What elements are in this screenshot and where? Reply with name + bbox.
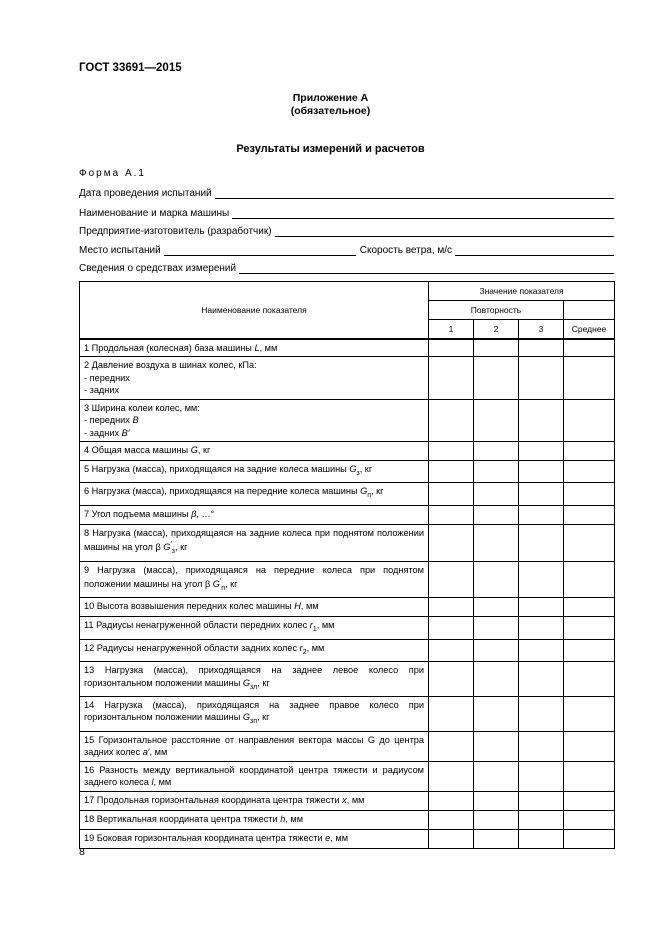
table-row bbox=[80, 829, 615, 848]
value-cell[interactable] bbox=[429, 598, 474, 617]
indicator-line: 2 Давление воздуха в шинах колес, кПа: bbox=[84, 360, 257, 370]
value-cell[interactable] bbox=[564, 829, 615, 848]
table-body bbox=[80, 339, 615, 849]
col-header-value: Значение показателя bbox=[429, 282, 615, 301]
value-cell[interactable] bbox=[564, 639, 615, 661]
standard-number: ГОСТ 33691—2015 bbox=[79, 62, 182, 74]
col-header-repeat: Повторность bbox=[429, 301, 564, 320]
table-row bbox=[80, 810, 615, 829]
field-manufacturer[interactable]: Предприятие-изготовитель (разработчик) bbox=[79, 223, 614, 237]
indicator-name: 1 Продольная (колесная) база машины L, мм bbox=[80, 339, 429, 357]
value-cell[interactable] bbox=[429, 791, 474, 810]
subscript: з bbox=[356, 469, 360, 477]
variable: x bbox=[342, 794, 347, 805]
variable: B bbox=[132, 415, 139, 425]
table-row bbox=[80, 399, 615, 442]
table-row bbox=[80, 696, 615, 731]
variable: e bbox=[325, 832, 331, 843]
indicator-name: 7 Угол подъема машины β, …° bbox=[80, 505, 429, 524]
subscript: 1 bbox=[312, 626, 317, 634]
value-cell[interactable] bbox=[519, 357, 564, 400]
variable: G bbox=[212, 579, 220, 590]
variable: L bbox=[254, 342, 260, 353]
wind-speed-label: Скорость ветра, м/с bbox=[359, 245, 453, 256]
value-cell[interactable] bbox=[474, 357, 519, 400]
value-cell[interactable] bbox=[564, 461, 615, 483]
section-title: Результаты измерений и расчетов bbox=[236, 143, 425, 155]
value-cell[interactable] bbox=[429, 461, 474, 483]
value-cell[interactable] bbox=[519, 639, 564, 661]
value-cell[interactable] bbox=[429, 639, 474, 661]
value-cell[interactable] bbox=[474, 810, 519, 829]
annex-heading bbox=[0, 92, 661, 118]
value-cell[interactable] bbox=[474, 399, 519, 442]
subscript: п bbox=[221, 584, 226, 592]
value-cell[interactable] bbox=[429, 442, 474, 461]
value-cell[interactable] bbox=[429, 810, 474, 829]
table-row bbox=[80, 791, 615, 810]
subscript: зл bbox=[250, 683, 258, 691]
subscript: 2 bbox=[302, 648, 307, 656]
variable: G bbox=[242, 677, 251, 688]
variable: G bbox=[349, 464, 357, 474]
subscript: зп bbox=[250, 718, 258, 726]
value-cell[interactable] bbox=[519, 761, 564, 791]
blank-line[interactable] bbox=[239, 262, 614, 274]
value-cell[interactable] bbox=[429, 399, 474, 442]
value-cell[interactable] bbox=[474, 339, 519, 357]
value-cell[interactable] bbox=[564, 617, 615, 639]
value-cell[interactable] bbox=[474, 598, 519, 617]
value-cell[interactable] bbox=[519, 791, 564, 810]
value-cell[interactable] bbox=[429, 662, 474, 697]
table-row bbox=[80, 731, 615, 761]
variable: B′ bbox=[121, 427, 130, 438]
value-cell[interactable] bbox=[429, 696, 474, 731]
variable: H bbox=[294, 601, 301, 612]
value-cell[interactable] bbox=[519, 662, 564, 697]
blank-line[interactable] bbox=[232, 207, 614, 219]
value-cell[interactable] bbox=[474, 561, 519, 598]
value-cell[interactable] bbox=[474, 662, 519, 697]
value-cell[interactable] bbox=[429, 357, 474, 400]
value-cell[interactable] bbox=[474, 761, 519, 791]
value-cell[interactable] bbox=[474, 505, 519, 524]
variable: β bbox=[191, 508, 197, 519]
value-cell[interactable] bbox=[564, 399, 615, 442]
value-cell[interactable] bbox=[519, 461, 564, 483]
indicator-name: 19 Боковая горизонтальная координата центра тяжести e, мм bbox=[80, 829, 429, 848]
value-cell[interactable] bbox=[429, 829, 474, 848]
table-row bbox=[80, 357, 615, 400]
annex-status: (обязательное) bbox=[290, 105, 371, 117]
value-cell[interactable] bbox=[429, 761, 474, 791]
value-cell[interactable] bbox=[474, 731, 519, 761]
value-cell[interactable] bbox=[564, 810, 615, 829]
value-cell[interactable] bbox=[564, 791, 615, 810]
table-row bbox=[80, 505, 615, 524]
variable: r bbox=[299, 642, 303, 653]
value-cell[interactable] bbox=[474, 483, 519, 505]
indicator-name: 17 Продольная горизонтальная координата центра тяжести x, мм bbox=[80, 791, 429, 810]
table-row bbox=[80, 442, 615, 461]
blank-line[interactable] bbox=[215, 187, 614, 199]
indicator-name: 8 Нагрузка (масса), приходящаяся на задние колеса при поднятом положении машины на угол β $G'_з$, кг bbox=[80, 524, 429, 561]
value-cell[interactable] bbox=[564, 524, 615, 561]
variable: G bbox=[163, 542, 171, 553]
value-cell[interactable] bbox=[474, 791, 519, 810]
indicator-name: 10 Высота возвышения передних колес машины H, мм bbox=[80, 598, 429, 617]
value-cell[interactable] bbox=[564, 598, 615, 617]
indicator-name: 4 Общая масса машины G, кг bbox=[80, 442, 429, 461]
value-cell[interactable] bbox=[474, 829, 519, 848]
results-table bbox=[79, 281, 615, 849]
value-cell[interactable] bbox=[429, 339, 474, 357]
value-cell[interactable] bbox=[519, 731, 564, 761]
variable: G bbox=[242, 712, 251, 723]
blank-line[interactable] bbox=[275, 225, 614, 237]
indicator-line: - передних bbox=[84, 372, 130, 383]
variable: G bbox=[360, 486, 368, 497]
value-cell[interactable] bbox=[474, 442, 519, 461]
value-cell[interactable] bbox=[564, 442, 615, 461]
table-row bbox=[80, 483, 615, 505]
value-cell[interactable] bbox=[519, 598, 564, 617]
col-header-3: 3 bbox=[519, 320, 564, 339]
value-cell[interactable] bbox=[474, 461, 519, 483]
variable: r bbox=[309, 620, 313, 631]
indicator-name: 9 Нагрузка (масса), приходящаяся на передние колеса при поднятом положении машины на угол β $G'_п$, кг bbox=[80, 561, 429, 598]
variable: l bbox=[151, 777, 154, 788]
annex-title: Приложение А bbox=[292, 92, 369, 104]
value-cell[interactable] bbox=[429, 524, 474, 561]
variable: a′ bbox=[142, 747, 150, 758]
value-cell[interactable] bbox=[519, 483, 564, 505]
value-cell[interactable] bbox=[519, 339, 564, 357]
table-row bbox=[80, 461, 615, 483]
value-cell[interactable] bbox=[519, 810, 564, 829]
value-cell[interactable] bbox=[564, 561, 615, 598]
indicator-name: 12 Радиусы ненагруженной области задних колес $r_2$, мм bbox=[80, 639, 429, 661]
value-cell[interactable] bbox=[564, 339, 615, 357]
value-cell[interactable] bbox=[564, 483, 615, 505]
variable: h bbox=[280, 813, 286, 824]
page-number: 8 bbox=[79, 846, 85, 858]
blank-line[interactable] bbox=[164, 244, 356, 256]
table-row bbox=[80, 639, 615, 661]
value-cell[interactable] bbox=[519, 524, 564, 561]
col-header-average: Среднее bbox=[564, 320, 615, 339]
form-label: Форма А.1 bbox=[79, 168, 146, 179]
field-instruments[interactable]: Сведения о средствах измерений bbox=[79, 260, 614, 274]
indicator-name: 15 Горизонтальное расстояние от направления вектора массы G до центра задних колес a′, мм bbox=[80, 731, 429, 761]
value-cell[interactable] bbox=[519, 505, 564, 524]
indicator-line: - передних B bbox=[84, 415, 139, 425]
subscript: з bbox=[171, 548, 175, 556]
value-cell[interactable] bbox=[519, 561, 564, 598]
indicator-name: 14 Нагрузка (масса), приходящаяся на заднее правое колесо при горизонтальном положении машины $G_{зп}$, кг bbox=[80, 696, 429, 731]
table-row bbox=[80, 662, 615, 697]
table-row bbox=[80, 598, 615, 617]
value-cell[interactable] bbox=[429, 505, 474, 524]
table-row bbox=[80, 617, 615, 639]
value-cell[interactable] bbox=[564, 662, 615, 697]
indicator-name bbox=[80, 357, 429, 400]
value-cell[interactable] bbox=[474, 524, 519, 561]
value-cell[interactable] bbox=[474, 639, 519, 661]
indicator-line: - задних B′ bbox=[84, 427, 130, 438]
subscript: п bbox=[367, 492, 372, 500]
value-cell[interactable] bbox=[429, 617, 474, 639]
table-row bbox=[80, 524, 615, 561]
value-cell[interactable] bbox=[564, 696, 615, 731]
col-header-1: 1 bbox=[429, 320, 474, 339]
col-header-blank bbox=[564, 301, 615, 320]
table-row bbox=[80, 339, 615, 357]
table-row bbox=[80, 561, 615, 598]
field-test-date[interactable]: Дата проведения испытаний bbox=[79, 185, 614, 199]
value-cell[interactable] bbox=[564, 731, 615, 761]
value-cell[interactable] bbox=[519, 829, 564, 848]
value-cell[interactable] bbox=[429, 561, 474, 598]
value-cell[interactable] bbox=[564, 505, 615, 524]
variable: G bbox=[190, 445, 198, 455]
indicator-line: - задних bbox=[84, 385, 120, 395]
value-cell[interactable] bbox=[474, 696, 519, 731]
value-cell[interactable] bbox=[429, 731, 474, 761]
indicator-name: 11 Радиусы ненагруженной области передних колес $r_1$, мм bbox=[80, 617, 429, 639]
value-cell[interactable] bbox=[519, 696, 564, 731]
indicator-name bbox=[80, 399, 429, 442]
value-cell[interactable] bbox=[564, 357, 615, 400]
col-header-2: 2 bbox=[474, 320, 519, 339]
indicator-name: 18 Вертикальная координата центра тяжести h, мм bbox=[80, 810, 429, 829]
indicator-name: 13 Нагрузка (масса), приходящаяся на заднее левое колесо при горизонтальном положении машины $G_{зл}$, кг bbox=[80, 662, 429, 697]
indicator-line: 3 Ширина колеи колес, мм: bbox=[84, 402, 200, 413]
table-row bbox=[80, 761, 615, 791]
field-test-place[interactable]: Место испытаний Скорость ветра, м/с bbox=[79, 242, 614, 256]
indicator-name: 5 Нагрузка (масса), приходящаяся на задние колеса машины $G_з$, кг bbox=[80, 461, 429, 483]
indicator-name: 6 Нагрузка (масса), приходящаяся на передние колеса машины $G_п$, кг bbox=[80, 483, 429, 505]
value-cell[interactable] bbox=[519, 442, 564, 461]
value-cell[interactable] bbox=[564, 761, 615, 791]
superscript: ′ bbox=[170, 541, 172, 549]
value-cell[interactable] bbox=[519, 617, 564, 639]
blank-line[interactable] bbox=[455, 244, 614, 256]
field-machine-name[interactable]: Наименование и марка машины bbox=[79, 205, 614, 219]
value-cell[interactable] bbox=[519, 399, 564, 442]
superscript: ′ bbox=[219, 578, 222, 586]
col-header-name: Наименование показателя bbox=[80, 282, 429, 339]
value-cell[interactable] bbox=[429, 483, 474, 505]
indicator-name: 16 Разность между вертикальной координатой центра тяжести и радиусом заднего колеса l, мм bbox=[80, 761, 429, 791]
value-cell[interactable] bbox=[474, 617, 519, 639]
